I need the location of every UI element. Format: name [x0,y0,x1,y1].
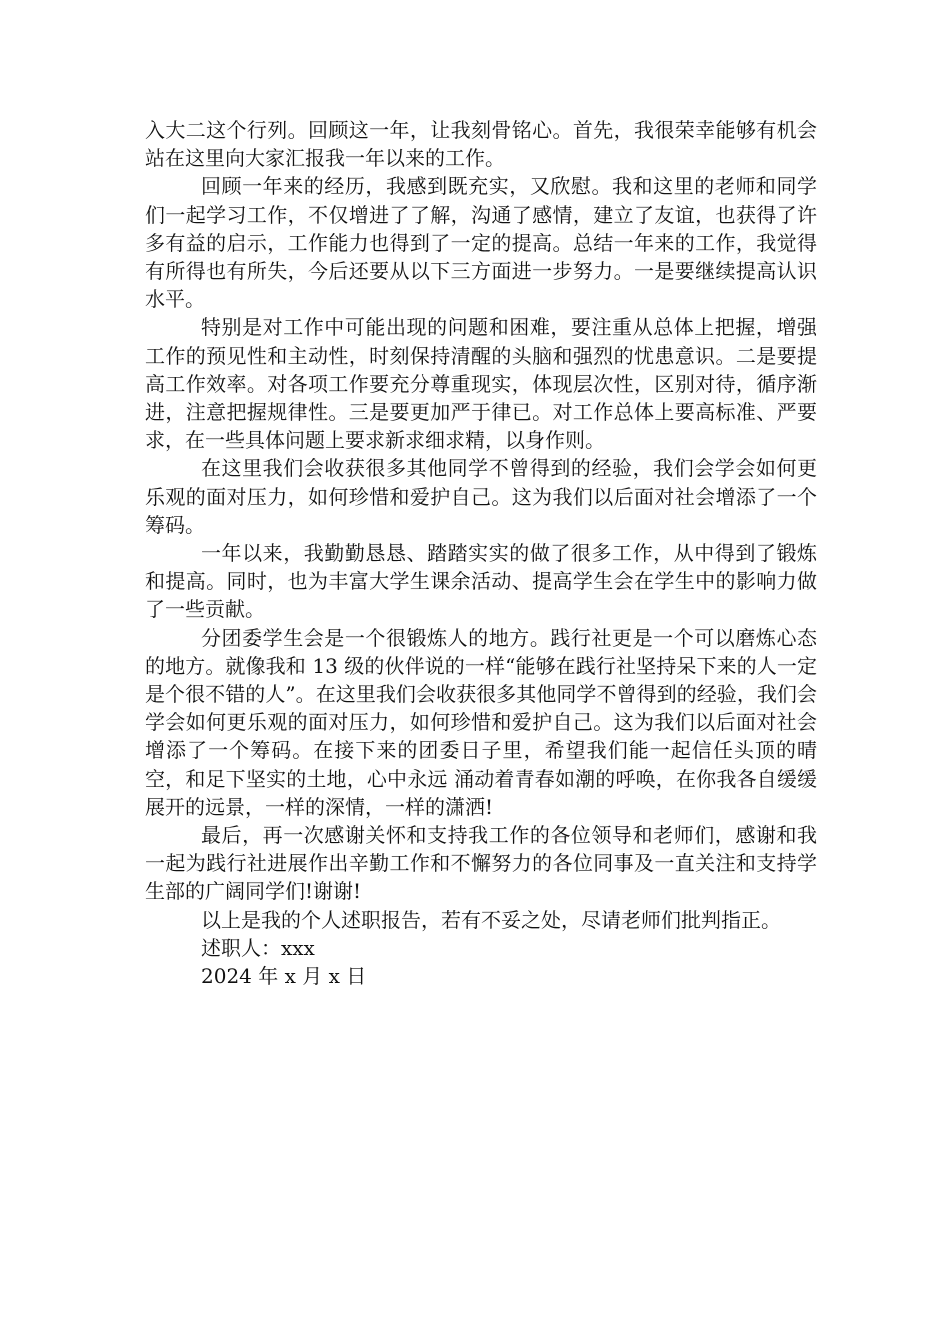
paragraph-year-work: 一年以来，我勤勤恳恳、踏踏实实的做了很多工作，从中得到了锻炼和提高。同时，也为丰富大学生课余活动、提高学生会在学生中的影响力做了一些贡献。 [145,541,817,622]
paragraph-thanks: 最后，再一次感谢关怀和支持我工作的各位领导和老师们，感谢和我一起为践行社进展作出辛勤工作和不懈努力的各位同事及一直关注和支持学生部的广阔同学们!谢谢! [145,823,817,904]
paragraph-experience: 在这里我们会收获很多其他同学不曾得到的经验，我们会学会如何更乐观的面对压力，如何珍惜和爱护自己。这为我们以后面对社会增添了一个筹码。 [145,456,817,537]
paragraph-improvements: 特别是对工作中可能出现的问题和困难，要注重从总体上把握，增强工作的预见性和主动性，时刻保持清醒的头脑和强烈的忧患意识。二是要提高工作效率。对各项工作要充分尊重现实，体现层次性，区别对待，循序渐进，注意把握规律性。三是要更加严于律已。对工作总体上要高标准、严要求，在一些具体问题上要求新求细求精，以身作则。 [145,315,817,453]
paragraph-intro-continued: 入大二这个行列。回顾这一年，让我刻骨铭心。首先，我很荣幸能够有机会站在这里向大家汇报我一年以来的工作。 [145,118,817,171]
signature-line: 述职人：xxx [201,935,315,960]
paragraph-review: 回顾一年来的经历，我感到既充实，又欣慰。我和这里的老师和同学们一起学习工作，不仅增进了了解，沟通了感情，建立了友谊，也获得了许多有益的启示，工作能力也得到了一定的提高。总结一年来的工作，我觉得有所得也有所失，今后还要从以下三方面进一步努力。一是要继续提高认识水平。 [145,174,817,312]
paragraph-closing: 以上是我的个人述职报告，若有不妥之处，尽请老师们批判指正。 [201,907,781,932]
paragraph-student-union: 分团委学生会是一个很锻炼人的地方。践行社更是一个可以磨炼心态的地方。就像我和 13 级的伙伴说的一样“能够在践行社坚持呆下来的人一定是个很不错的人”。在这里我们会收获很多其他同学不曾得到的经验，我们会学会如何更乐观的面对压力，如何珍惜和爱护自己。这为我们以后面对社会增添了一个筹码。在接下来的团委日子里，希望我们能一起信任头顶的晴空，和足下坚实的土地，心中永远 涌动着青春如潮的呼唤，在你我各自缓缓展开的远景，一样的深情，一样的潇洒! [145,625,817,819]
document-body [145,116,817,990]
date-line: 2024 年 x 月 x 日 [201,964,367,989]
